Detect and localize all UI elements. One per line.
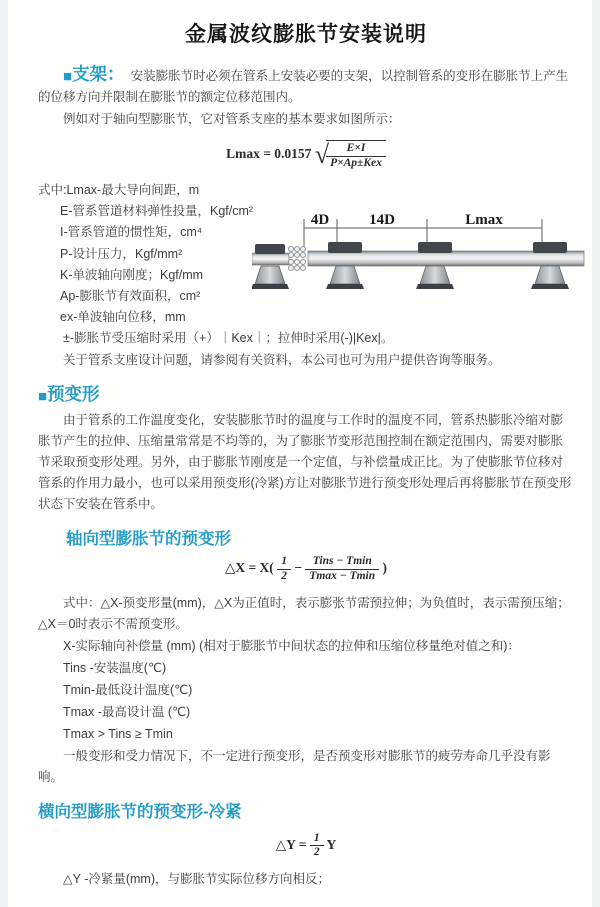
pipe-support-diagram	[252, 206, 600, 306]
definition-line: P-设计压力，Kgf/mm²	[60, 246, 183, 261]
delta-x-definition-text: 式中：△X-预变形量(mm)，△X为正值时，表示膨张节需预拉伸；为负值时，表示需预压缩；△X＝0时表示不需预变形。	[38, 595, 570, 631]
tins-definition-text: Tins -安装温度(℃)	[63, 660, 167, 675]
lmax-formula	[38, 140, 574, 170]
x-definition-text: X-实际轴向补偿量 (mm) (相对于膨胀节中间状态的拉伸和压缩位移量绝对值之和)：	[63, 638, 520, 653]
dim-label-14d: 14D	[369, 212, 395, 228]
lmax-formula-numerator: E×I	[346, 142, 366, 155]
minus-sign: −	[294, 560, 303, 576]
lateral-predeformation-subheading: 横向型膨胀节的预变形-冷紧	[38, 802, 242, 821]
definition-line: 式中:Lmax-最大导向间距，m	[38, 183, 200, 197]
section-heading-predeformation	[38, 381, 574, 406]
predeformation-heading-text: 预变形	[47, 384, 100, 405]
lmax-formula-denominator: P×Ap±Kex	[326, 156, 386, 170]
document-page	[8, 0, 592, 907]
fatigue-note-text: 一般变形和受力情况下，不一定进行预变形，是否预变形对膨胀节的疲劳寿命几乎没有影响。	[38, 748, 551, 784]
definition-line: Ap-膨胀节有效面积，cm²	[60, 289, 201, 304]
temperature-fraction: $\frac{\text{Tins − Tmin}}{Tmax - Tmin}$	[305, 555, 379, 582]
consulting-note-text: 关于管系支座设计问题，请参阅有关资料，本公司也可为用户提供咨询等服务。	[63, 353, 501, 368]
dim-label-lmax: Lmax	[465, 212, 503, 228]
support-example-text: 例如对于轴向型膨胀节，它对管系支座的基本要求如图所示：	[63, 112, 401, 126]
lmax-formula-lhs: Lmax = 0.0157	[226, 146, 312, 162]
kex-note-text: ±-膨胀节受压缩时采用（+）｜Kex｜；拉伸时采用(-)|Kex|。	[63, 331, 394, 346]
definitions-and-diagram	[38, 180, 574, 328]
temperature-relation-text: Tmax > Tins ≥ Tmin	[63, 726, 173, 741]
pipe-main	[308, 251, 584, 266]
page-title: 金属波纹膨胀节安装说明	[185, 23, 427, 46]
pipe-support	[252, 244, 289, 289]
support-section-paragraph	[38, 64, 574, 108]
bellows-icon	[288, 246, 305, 270]
delta-y-formula	[38, 832, 574, 859]
delta-y-lhs: △Y =	[275, 836, 307, 852]
delta-x-lhs: △X = X(	[224, 560, 274, 576]
delta-y-rhs: Y	[326, 836, 337, 852]
axial-predeformation-subheading: 轴向型膨胀节的预变形	[66, 530, 231, 549]
delta-x-formula	[38, 555, 574, 582]
predeformation-intro-text: 由于管系的工作温度变化，安装膨胀节时的温度与工作时的温度不同，管系热膨胀冷缩对膨胀节产生的拉伸、压缩量常常是不均等的，为了膨胀节变形范围控制在额定范围内，需要对膨胀节采取预变形处理。另外，由于膨胀节刚度是一个定值，与补偿量成正比。为了使膨胀节位移对管系的作用力最小，也可以采用预变形(冷紧)方让对膨胀节进行预变形处理后再将膨胀节在预变形状态下安装在管系中。	[38, 413, 572, 512]
one-half-fraction: $\frac{1}{2}$	[277, 555, 291, 582]
one-half-fraction: $\frac{1}{2}$	[310, 832, 324, 859]
definition-line: ex-单波轴向位移，mm	[60, 310, 186, 325]
tmax-definition-text: Tmax -最高设计温 (℃)	[63, 704, 191, 719]
section-square-icon: ■	[38, 388, 48, 406]
definition-line: K-单波轴向刚度；Kgf/mm	[60, 267, 204, 282]
definition-line: E-管系管道材料弹性投量，Kgf/cm²	[60, 204, 254, 219]
section-square-icon: ■	[63, 68, 73, 85]
delta-x-rhs: )	[382, 560, 388, 576]
definition-line: I-管系管道的惯性矩，cm⁴	[60, 225, 203, 240]
support-intro-text: 安装膨胀节时必须在管系上安装必要的支架，以控制管系的变形在膨胀节上产生的位移方向并限制在膨胀节的额定位移范围内。	[38, 69, 569, 104]
delta-y-definition-text: △Y -冷紧量(mm)，与膨胀节实际位移方向相反；	[63, 872, 331, 887]
pipe-stub	[252, 253, 289, 265]
dim-label-4d: 4D	[310, 212, 330, 228]
sqrt-icon: √	[314, 140, 330, 169]
section-heading-support: 支架：	[72, 64, 125, 84]
tmin-definition-text: Tmin-最低设计温度(℃)	[63, 682, 193, 697]
